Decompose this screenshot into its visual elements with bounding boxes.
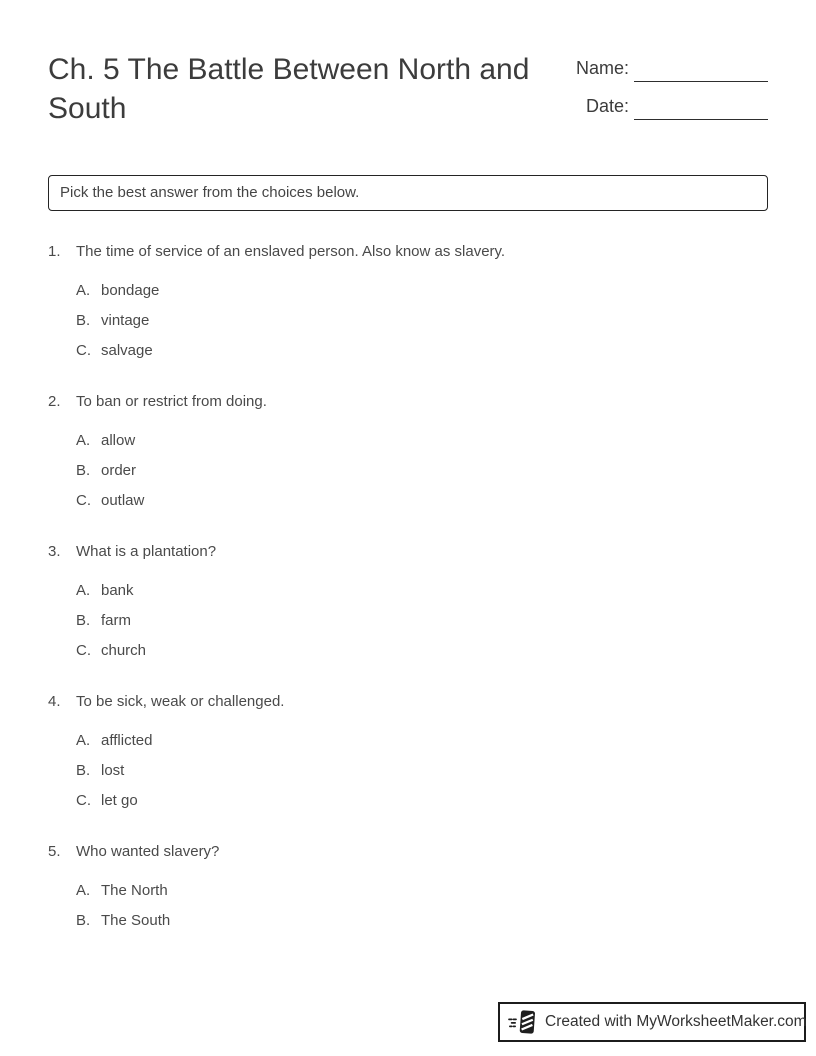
date-label: Date: — [585, 96, 629, 116]
choice-letter: C. — [76, 792, 91, 809]
choice-letter: A. — [76, 282, 91, 299]
date-blank-line[interactable] — [634, 96, 768, 120]
instructions-box — [48, 175, 768, 211]
question-text-row — [48, 692, 768, 711]
choice-text: bank — [101, 582, 134, 599]
question-number: 4. — [48, 693, 61, 710]
question-list — [48, 242, 768, 936]
choice-text: church — [101, 642, 147, 659]
question-text: What is a plantation? — [76, 543, 217, 560]
choice-letter: C. — [76, 642, 91, 659]
choice-list — [76, 876, 768, 936]
choice-4c[interactable] — [76, 786, 768, 816]
choice-letter: A. — [76, 732, 91, 749]
header — [48, 50, 768, 128]
question-text-row — [48, 392, 768, 411]
choice-list — [76, 576, 768, 666]
choice-text: lost — [101, 762, 125, 779]
choice-4a[interactable] — [76, 726, 768, 756]
choice-text: farm — [101, 612, 131, 629]
question-3 — [48, 542, 768, 666]
worksheet-maker-logo-icon — [508, 1008, 538, 1036]
choice-5a[interactable] — [76, 876, 768, 906]
header-fields — [576, 50, 768, 128]
creator-badge[interactable] — [498, 1002, 806, 1042]
choice-text: order — [101, 462, 137, 479]
choice-text: The North — [101, 882, 168, 899]
choice-letter: C. — [76, 342, 91, 359]
choice-text: vintage — [101, 312, 150, 329]
question-number: 3. — [48, 543, 61, 560]
question-number: 2. — [48, 393, 61, 410]
choice-text: bondage — [101, 282, 160, 299]
choice-2b[interactable] — [76, 456, 768, 486]
choice-list — [76, 276, 768, 366]
choice-3c[interactable] — [76, 636, 768, 666]
question-number: 1. — [48, 243, 61, 260]
question-text-row — [48, 242, 768, 261]
choice-5b[interactable] — [76, 906, 768, 936]
question-text: Who wanted slavery? — [76, 843, 220, 860]
choice-text: The South — [101, 912, 171, 929]
question-text-row — [48, 842, 768, 861]
choice-3b[interactable] — [76, 606, 768, 636]
choice-text: allow — [101, 432, 136, 449]
choice-letter: B. — [76, 762, 91, 779]
choice-letter: A. — [76, 582, 91, 599]
choice-letter: A. — [76, 882, 91, 899]
choice-list — [76, 726, 768, 816]
date-field — [576, 90, 768, 120]
question-text-row — [48, 542, 768, 561]
instructions-text: Pick the best answer from the choices below. — [60, 184, 360, 201]
name-blank-line[interactable] — [634, 58, 768, 82]
choice-1a[interactable] — [76, 276, 768, 306]
choice-2a[interactable] — [76, 426, 768, 456]
choice-4b[interactable] — [76, 756, 768, 786]
choice-letter: C. — [76, 492, 91, 509]
question-text: To be sick, weak or challenged. — [76, 693, 285, 710]
choice-text: let go — [101, 792, 138, 809]
creator-credit-text: Created with MyWorksheetMaker.com — [545, 1013, 807, 1030]
choice-list — [76, 426, 768, 516]
choice-text: salvage — [101, 342, 153, 359]
choice-letter: B. — [76, 312, 91, 329]
choice-2c[interactable] — [76, 486, 768, 516]
page-title: Ch. 5 The Battle Between North and South — [48, 53, 530, 125]
choice-3a[interactable] — [76, 576, 768, 606]
choice-letter: B. — [76, 612, 91, 629]
choice-1b[interactable] — [76, 306, 768, 336]
question-5 — [48, 842, 768, 936]
question-2 — [48, 392, 768, 516]
name-label: Name: — [575, 58, 629, 78]
choice-text: outlaw — [101, 492, 145, 509]
choice-1c[interactable] — [76, 336, 768, 366]
choice-letter: B. — [76, 462, 91, 479]
question-1 — [48, 242, 768, 366]
choice-letter: B. — [76, 912, 91, 929]
choice-letter: A. — [76, 432, 91, 449]
question-text: To ban or restrict from doing. — [76, 393, 267, 410]
choice-text: afflicted — [101, 732, 153, 749]
question-4 — [48, 692, 768, 816]
question-text: The time of service of an enslaved person. Also know as slavery. — [76, 243, 506, 260]
name-field — [576, 52, 768, 82]
question-number: 5. — [48, 843, 61, 860]
